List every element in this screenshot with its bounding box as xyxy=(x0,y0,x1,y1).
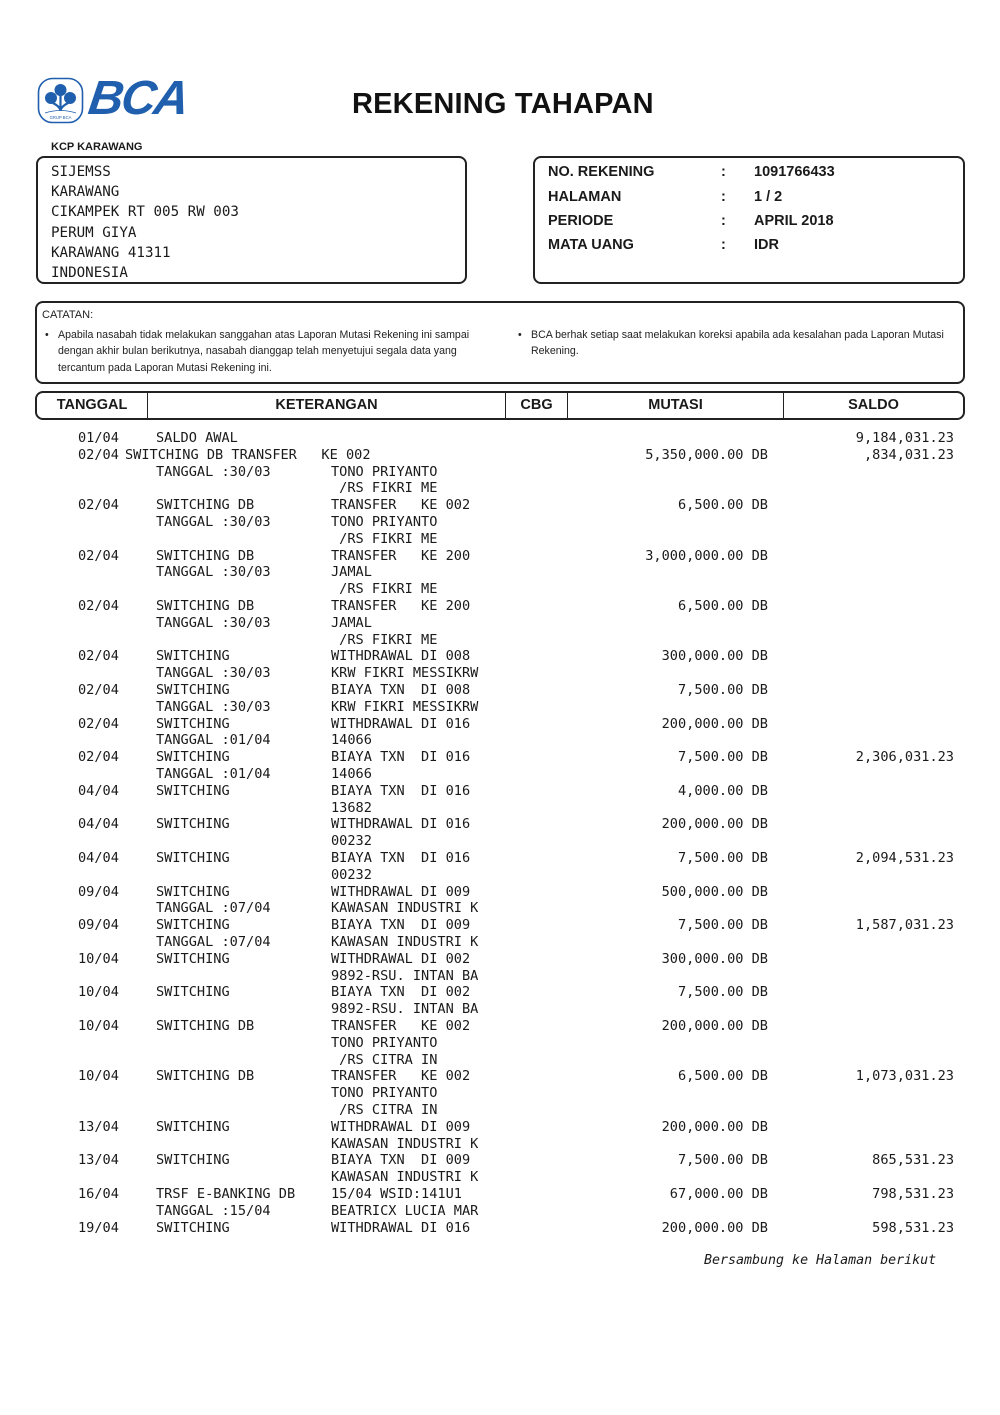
date-cell: 19/04 xyxy=(78,1219,119,1236)
description-detail-cell: /RS CITRA IN xyxy=(331,1051,438,1068)
document-title: REKENING TAHAPAN xyxy=(352,88,654,120)
description-detail-cell: 00232 xyxy=(331,833,372,850)
info-label: HALAMAN xyxy=(548,189,622,205)
description-cell: SWITCHING xyxy=(156,984,230,1001)
description-cell: SWITCHING DB TRANSFER KE 002 xyxy=(125,446,371,463)
date-cell: 10/04 xyxy=(78,984,119,1001)
description-detail-cell: TONO PRIYANTO xyxy=(331,1085,438,1102)
description-detail-cell: BIAYA TXN DI 002 xyxy=(331,984,471,1001)
column-header-mutasi: MUTASI xyxy=(648,397,703,413)
note-text: Apabila nasabah tidak melakukan sanggahan atas Laporan Mutasi Rekening ini sampai dengan akhir bulan berikutnya, nasabah dianggap telah menyetujui segala data yang tercantum pada Laporan Mutasi Rekening ini. xyxy=(58,329,470,374)
date-cell: 09/04 xyxy=(78,917,119,934)
date-cell: 02/04 xyxy=(78,446,119,463)
description-cell: TANGGAL :30/03 xyxy=(156,665,271,682)
column-header-saldo: SALDO xyxy=(848,397,899,413)
description-detail-cell: KAWASAN INDUSTRI K xyxy=(331,900,479,917)
mutasi-cell: 67,000.00 DB xyxy=(669,1186,768,1202)
info-label: MATA UANG xyxy=(548,237,634,253)
description-cell: SWITCHING xyxy=(156,715,230,732)
mutasi-cell: 5,350,000.00 DB xyxy=(645,446,768,463)
description-detail-cell: WITHDRAWAL DI 016 xyxy=(331,715,471,732)
description-cell: SWITCHING xyxy=(156,850,230,866)
address-line: KARAWANG 41311 xyxy=(51,244,171,261)
bullet-icon: • xyxy=(45,329,49,341)
description-cell: TANGGAL :30/03 xyxy=(156,698,271,715)
description-detail-cell: 9892-RSU. INTAN BA xyxy=(331,967,479,984)
date-cell: 02/04 xyxy=(78,648,119,665)
description-detail-cell: WITHDRAWAL DI 016 xyxy=(331,816,471,833)
description-detail-cell: /RS FIKRI ME xyxy=(331,480,438,497)
info-separator: : xyxy=(721,237,726,253)
description-detail-cell: /RS FIKRI ME xyxy=(331,631,438,648)
date-cell: 02/04 xyxy=(78,682,119,698)
description-detail-cell: TONO PRIYANTO xyxy=(331,513,438,530)
description-detail-cell: KRW FIKRI MESSIKRW xyxy=(331,665,479,682)
date-cell: 02/04 xyxy=(78,547,119,564)
customer-address xyxy=(51,162,239,283)
address-line: CIKAMPEK RT 005 RW 003 xyxy=(51,204,239,221)
saldo-cell: 1,073,031.23 xyxy=(855,1068,954,1085)
description-cell: SWITCHING DB xyxy=(156,598,255,614)
customer-address-box xyxy=(36,156,467,284)
description-cell: TANGGAL :01/04 xyxy=(156,765,271,782)
description-detail-cell: JAMAL xyxy=(331,564,372,581)
date-cell: 10/04 xyxy=(78,1018,119,1034)
description-cell: TANGGAL :15/04 xyxy=(156,1202,271,1219)
address-line: INDONESIA xyxy=(51,265,128,282)
description-detail-cell: 9892-RSU. INTAN BA xyxy=(331,1001,479,1018)
description-detail-cell: TONO PRIYANTO xyxy=(331,1034,438,1051)
description-detail-cell: BIAYA TXN DI 009 xyxy=(331,917,471,934)
description-cell: SWITCHING xyxy=(156,648,230,665)
description-detail-cell: /RS CITRA IN xyxy=(331,1101,438,1118)
description-cell: SWITCHING xyxy=(156,917,230,934)
mutasi-cell: 300,000.00 DB xyxy=(661,648,768,665)
notes-title: CATATAN: xyxy=(42,309,94,321)
date-cell: 02/04 xyxy=(78,497,119,514)
description-cell: SWITCHING DB xyxy=(156,1018,255,1034)
svg-text:GRUP BCA: GRUP BCA xyxy=(49,115,72,120)
saldo-cell: 2,094,531.23 xyxy=(855,850,954,866)
mutasi-cell: 7,500.00 DB xyxy=(677,1152,768,1169)
saldo-cell: 9,184,031.23 xyxy=(855,430,954,446)
mutasi-cell: 500,000.00 DB xyxy=(661,883,768,900)
note-item xyxy=(45,327,498,376)
description-cell: SWITCHING DB xyxy=(156,1068,255,1085)
mutasi-cell: 7,500.00 DB xyxy=(677,984,768,1001)
description-cell: SWITCHING xyxy=(156,1152,230,1169)
date-cell: 09/04 xyxy=(78,883,119,900)
description-cell: TANGGAL :30/03 xyxy=(156,463,271,480)
description-detail-cell: JAMAL xyxy=(331,614,372,631)
mutasi-cell: 300,000.00 DB xyxy=(661,950,768,967)
info-label: NO. REKENING xyxy=(548,164,655,180)
info-label: PERIODE xyxy=(548,213,614,229)
table-header xyxy=(35,391,965,420)
mutasi-cell: 7,500.00 DB xyxy=(677,850,768,866)
description-detail-cell: TRANSFER KE 002 xyxy=(331,1018,471,1034)
date-cell: 13/04 xyxy=(78,1118,119,1135)
info-separator: : xyxy=(721,213,726,229)
date-cell: 04/04 xyxy=(78,782,119,799)
mutasi-cell: 7,500.00 DB xyxy=(677,917,768,934)
mutasi-cell: 200,000.00 DB xyxy=(661,1018,768,1034)
page-value: 1 / 2 xyxy=(754,189,783,205)
address-line: SIJEMSS xyxy=(51,164,111,180)
currency-value: IDR xyxy=(754,237,779,253)
mutasi-cell: 200,000.00 DB xyxy=(661,715,768,732)
note-text: BCA berhak setiap saat melakukan koreksi apabila ada kesalahan pada Laporan Mutasi Rekening. xyxy=(531,329,944,358)
description-cell: SWITCHING xyxy=(156,749,230,766)
description-detail-cell: KAWASAN INDUSTRI K xyxy=(331,1169,479,1186)
description-cell: SWITCHING xyxy=(156,1118,230,1135)
description-detail-cell: WITHDRAWAL DI 009 xyxy=(331,1118,471,1135)
saldo-cell: 2,306,031.23 xyxy=(855,749,954,766)
description-detail-cell: BIAYA TXN DI 008 xyxy=(331,682,471,698)
description-detail-cell: 00232 xyxy=(331,866,372,883)
description-detail-cell: WITHDRAWAL DI 008 xyxy=(331,648,471,665)
description-detail-cell: BIAYA TXN DI 016 xyxy=(331,749,471,766)
description-cell: TANGGAL :30/03 xyxy=(156,614,271,631)
description-detail-cell: 13682 xyxy=(331,799,372,816)
date-cell: 02/04 xyxy=(78,598,119,614)
description-detail-cell: BIAYA TXN DI 016 xyxy=(331,782,471,799)
info-separator: : xyxy=(721,189,726,205)
description-detail-cell: BIAYA TXN DI 009 xyxy=(331,1152,471,1169)
description-detail-cell: 14066 xyxy=(331,765,372,782)
date-cell: 16/04 xyxy=(78,1186,119,1202)
saldo-cell: 865,531.23 xyxy=(872,1152,954,1169)
description-detail-cell: KRW FIKRI MESSIKRW xyxy=(331,698,479,715)
description-cell: TANGGAL :30/03 xyxy=(156,513,271,530)
account-number-value: 1091766433 xyxy=(754,164,835,180)
description-detail-cell: WITHDRAWAL DI 016 xyxy=(331,1219,471,1236)
mutasi-cell: 200,000.00 DB xyxy=(661,1118,768,1135)
description-detail-cell: 14066 xyxy=(331,732,372,749)
bca-emblem-icon xyxy=(37,77,84,124)
account-info-box xyxy=(533,156,965,284)
bca-logo xyxy=(37,72,191,125)
description-cell: SALDO AWAL xyxy=(156,430,238,446)
bullet-icon: • xyxy=(518,329,522,341)
column-header-keterangan: KETERANGAN xyxy=(275,397,378,413)
description-cell: SWITCHING xyxy=(156,883,230,900)
description-detail-cell: TRANSFER KE 200 xyxy=(331,598,471,614)
description-detail-cell: TONO PRIYANTO xyxy=(331,463,438,480)
description-cell: SWITCHING DB xyxy=(156,547,255,564)
address-line: KARAWANG xyxy=(51,184,120,201)
description-detail-cell: TRANSFER KE 200 xyxy=(331,547,471,564)
period-value: APRIL 2018 xyxy=(754,213,834,229)
saldo-cell: 1,587,031.23 xyxy=(855,917,954,934)
description-cell: TRSF E-BANKING DB xyxy=(156,1186,296,1202)
mutasi-cell: 7,500.00 DB xyxy=(677,682,768,698)
continued-note: Bersambung ke Halaman berikut xyxy=(704,1253,937,1268)
mutasi-cell: 7,500.00 DB xyxy=(677,749,768,766)
description-cell: SWITCHING xyxy=(156,682,230,698)
notes-box xyxy=(35,301,965,384)
date-cell: 02/04 xyxy=(78,715,119,732)
description-cell: TANGGAL :30/03 xyxy=(156,564,271,581)
mutasi-cell: 200,000.00 DB xyxy=(661,1219,768,1236)
mutasi-cell: 4,000.00 DB xyxy=(677,782,768,799)
description-detail-cell: BIAYA TXN DI 016 xyxy=(331,850,471,866)
description-cell: SWITCHING xyxy=(156,816,230,833)
date-cell: 04/04 xyxy=(78,850,119,866)
description-detail-cell: TRANSFER KE 002 xyxy=(331,1068,471,1085)
description-cell: SWITCHING xyxy=(156,950,230,967)
saldo-cell: ,834,031.23 xyxy=(863,446,954,463)
description-cell: TANGGAL :07/04 xyxy=(156,933,271,950)
description-detail-cell: /RS FIKRI ME xyxy=(331,581,438,598)
saldo-cell: 798,531.23 xyxy=(872,1186,954,1202)
description-detail-cell: TRANSFER KE 002 xyxy=(331,497,471,514)
description-cell: SWITCHING DB xyxy=(156,497,255,514)
mutasi-cell: 6,500.00 DB xyxy=(677,1068,768,1085)
description-detail-cell: 15/04 WSID:141U1 xyxy=(331,1186,462,1202)
date-cell: 02/04 xyxy=(78,749,119,766)
column-header-tanggal: TANGGAL xyxy=(56,397,128,413)
mutasi-cell: 6,500.00 DB xyxy=(677,497,768,514)
saldo-cell: 598,531.23 xyxy=(872,1219,954,1236)
info-separator: : xyxy=(721,164,726,180)
description-detail-cell: WITHDRAWAL DI 002 xyxy=(331,950,471,967)
description-cell: TANGGAL :01/04 xyxy=(156,732,271,749)
mutasi-cell: 200,000.00 DB xyxy=(661,816,768,833)
branch-name: KCP KARAWANG xyxy=(51,141,143,153)
date-cell: 13/04 xyxy=(78,1152,119,1169)
mutasi-cell: 6,500.00 DB xyxy=(677,598,768,614)
description-cell: SWITCHING xyxy=(156,1219,230,1236)
date-cell: 01/04 xyxy=(78,430,119,446)
description-cell: TANGGAL :07/04 xyxy=(156,900,271,917)
description-cell: SWITCHING xyxy=(156,782,230,799)
note-item xyxy=(518,327,963,360)
date-cell: 10/04 xyxy=(78,950,119,967)
description-detail-cell: BEATRICX LUCIA MAR xyxy=(331,1202,479,1219)
description-detail-cell: /RS FIKRI ME xyxy=(331,530,438,547)
bca-wordmark: BCA xyxy=(85,72,191,125)
mutasi-cell: 3,000,000.00 DB xyxy=(645,547,768,564)
description-detail-cell: WITHDRAWAL DI 009 xyxy=(331,883,471,900)
column-header-cbg: CBG xyxy=(520,397,553,413)
description-detail-cell: KAWASAN INDUSTRI K xyxy=(331,933,479,950)
address-line: PERUM GIYA xyxy=(51,224,137,241)
description-detail-cell: KAWASAN INDUSTRI K xyxy=(331,1135,479,1152)
date-cell: 10/04 xyxy=(78,1068,119,1085)
date-cell: 04/04 xyxy=(78,816,119,833)
